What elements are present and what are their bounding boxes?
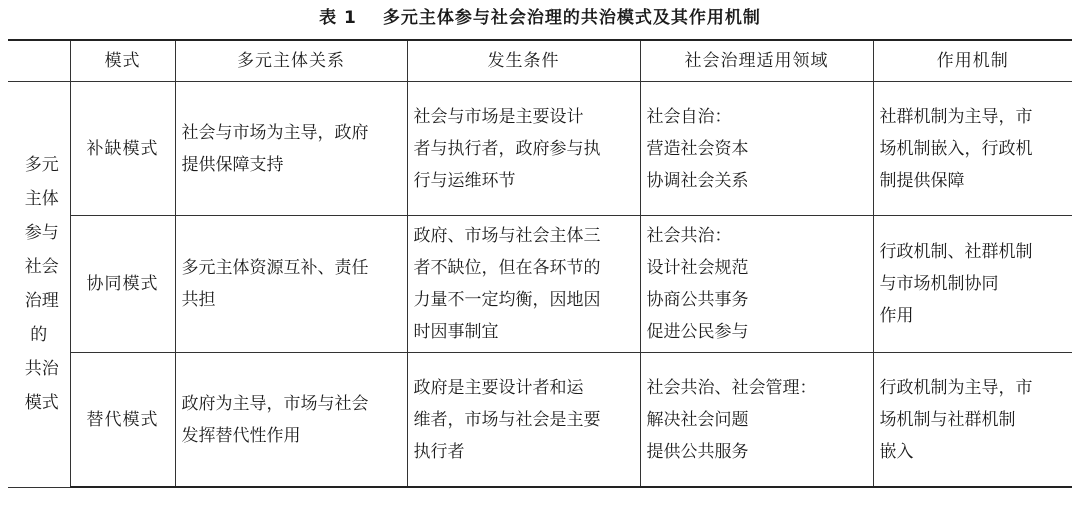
table-row: [8, 353, 1072, 488]
cell-line: 政府为主导，市场与社会: [181, 393, 369, 414]
cell-line: 协调社会关系: [646, 170, 749, 191]
cell-line: 场机制嵌入，行政机: [879, 138, 1033, 159]
cell-line: 者与执行者，政府参与执: [413, 138, 601, 159]
row-group-label-line: 主体: [24, 189, 59, 210]
cell-line: 促进公民参与: [646, 322, 749, 342]
cell-line: 提供公共服务: [646, 441, 749, 462]
cell-line: 多元主体资源互补、责任: [181, 258, 369, 278]
header-relation: 多元主体关系: [175, 40, 407, 82]
header-mechanism: 作用机制: [873, 40, 1072, 82]
domain-cell: [640, 216, 873, 353]
header-mode: 模式: [70, 40, 175, 82]
cell-line: 力量不一定均衡，因地因: [413, 290, 601, 310]
header-row: [8, 40, 1072, 82]
cell-line: 社会与市场是主要设计: [413, 106, 584, 127]
row-group-label-line: 多元: [24, 155, 59, 176]
row-group-label-line: 参与: [24, 223, 59, 244]
row-group-label-line: 模式: [24, 393, 59, 414]
governance-modes-table: [8, 39, 1072, 488]
row-group-label-line: 的: [30, 325, 48, 346]
cell-line: 执行者: [413, 441, 465, 462]
table-row: [8, 216, 1072, 353]
row-group-label-line: 共治: [24, 359, 59, 380]
cell-line: 维者，市场与社会是主要: [413, 409, 601, 430]
cell-line: 嵌入: [879, 441, 914, 462]
cell-line: 行与运维环节: [413, 170, 516, 191]
row-group-label-line: 社会: [24, 257, 59, 278]
table-row: [8, 82, 1072, 216]
cell-line: 与市场机制协同: [879, 274, 999, 294]
cell-line: 营造社会资本: [646, 138, 749, 159]
header-condition: 发生条件: [407, 40, 640, 82]
mode-cell: 替代模式: [70, 353, 175, 488]
condition-cell: [407, 216, 640, 353]
cell-line: 社会共治、社会管理：: [646, 377, 817, 398]
cell-line: 行政机制为主导，市: [879, 377, 1033, 398]
cell-line: 政府、市场与社会主体三: [413, 226, 601, 246]
corner-cell: [8, 40, 70, 82]
cell-line: 提供保障支持: [181, 154, 284, 175]
relation-cell: [175, 82, 407, 216]
relation-cell: [175, 216, 407, 353]
cell-line: 社群机制为主导，市: [879, 106, 1033, 127]
cell-line: 作用: [879, 306, 914, 326]
cell-line: 共担: [181, 290, 216, 310]
cell-line: 行政机制、社群机制: [879, 242, 1033, 262]
cell-line: 协商公共事务: [646, 290, 749, 310]
cell-line: 时因事制宜: [413, 322, 499, 342]
cell-line: 场机制与社群机制: [879, 409, 1016, 430]
cell-line: 社会自治：: [646, 106, 732, 127]
row-group-label: [8, 82, 70, 488]
cell-line: 解决社会问题: [646, 409, 749, 430]
condition-cell: [407, 353, 640, 488]
cell-line: 社会共治：: [646, 226, 732, 246]
row-group-label-text: [24, 148, 59, 420]
mode-cell: 补缺模式: [70, 82, 175, 216]
mechanism-cell: [873, 216, 1072, 353]
condition-cell: [407, 82, 640, 216]
cell-line: 社会与市场为主导，政府: [181, 122, 369, 143]
cell-line: 政府是主要设计者和运: [413, 377, 584, 398]
cell-line: 制提供保障: [879, 170, 965, 191]
mode-cell: 协同模式: [70, 216, 175, 353]
row-group-label-line: 治理: [24, 291, 59, 312]
cell-line: 者不缺位，但在各环节的: [413, 258, 601, 278]
table-title: 多元主体参与社会治理的共治模式及其作用机制: [382, 8, 761, 28]
relation-cell: [175, 353, 407, 488]
cell-line: 设计社会规范: [646, 258, 749, 278]
header-domain: 社会治理适用领域: [640, 40, 873, 82]
domain-cell: [640, 353, 873, 488]
mechanism-cell: [873, 82, 1072, 216]
table-number: 表 1: [319, 8, 357, 28]
cell-line: 发挥替代性作用: [181, 425, 301, 446]
table-caption: [0, 6, 1080, 30]
domain-cell: [640, 82, 873, 216]
mechanism-cell: [873, 353, 1072, 488]
